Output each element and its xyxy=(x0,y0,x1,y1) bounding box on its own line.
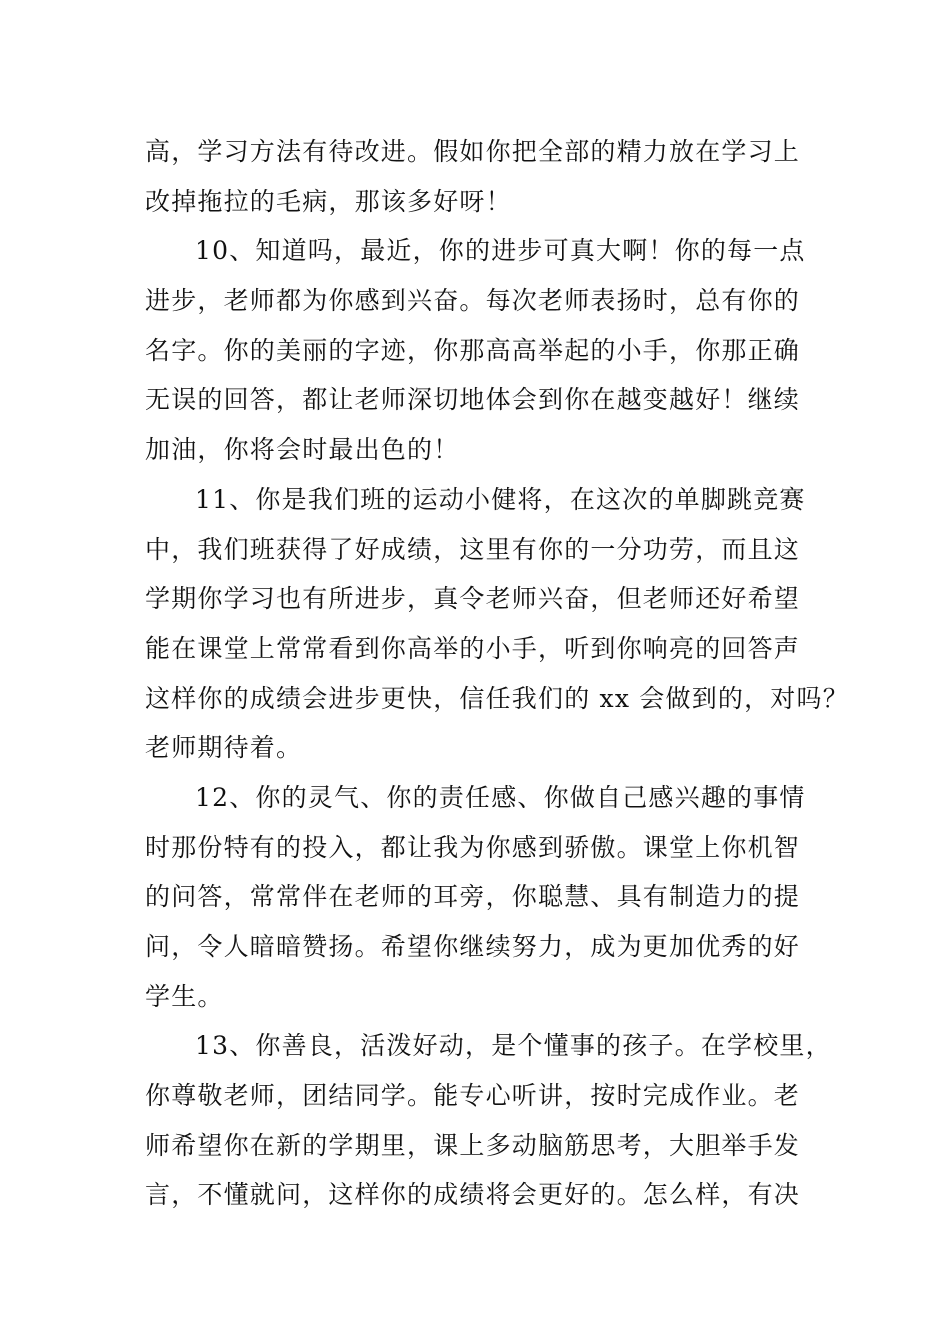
text-line: 无误的回答，都让老师深切地体会到你在越变越好！继续 xyxy=(145,385,801,415)
paragraph-start-10: 10、知道吗，最近，你的进步可真大啊！你的每一点 xyxy=(195,236,806,266)
text-line: 这样你的成绩会进步更快，信任我们的 xx 会做到的，对吗？ xyxy=(145,683,849,713)
text-line: 高，学习方法有待改进。假如你把全部的精力放在学习上 xyxy=(145,137,801,166)
text-line: 老师期待着。 xyxy=(145,733,303,763)
text-line: 师希望你在新的学期里，课上多动脑筋思考，大胆举手发 xyxy=(145,1130,801,1160)
paragraph-start-12: 12、你的灵气、你的责任感、你做自己感兴趣的事情 xyxy=(195,782,806,812)
text-line: 名字。你的美丽的字迹，你那高高举起的小手，你那正确 xyxy=(145,335,801,365)
text-line: 时那份特有的投入，都让我为你感到骄傲。课堂上你机智 xyxy=(145,832,801,862)
text-line: 你尊敬老师，团结同学。能专心听讲，按时完成作业。老 xyxy=(145,1081,801,1111)
text-line: 改掉拖拉的毛病，那该多好呀！ xyxy=(145,186,512,216)
text-line: 的问答，常常伴在老师的耳旁，你聪慧、具有制造力的提 xyxy=(145,882,801,912)
text-line: 言，不懂就问，这样你的成绩将会更好的。怎么样，有决 xyxy=(145,1180,801,1210)
document-body xyxy=(145,127,849,1220)
text-line: 学生。 xyxy=(145,981,224,1011)
text-line: 中，我们班获得了好成绩，这里有你的一分功劳，而且这 xyxy=(145,534,801,564)
text-line: 问，令人暗暗赞扬。希望你继续努力，成为更加优秀的好 xyxy=(145,932,801,961)
text-line: 学期你学习也有所进步，真令老师兴奋，但老师还好希望 xyxy=(145,584,801,614)
text-line: 能在课堂上常常看到你高举的小手，听到你响亮的回答声 xyxy=(145,633,801,663)
paragraph-start-11: 11、你是我们班的运动小健将，在这次的单脚跳竞赛 xyxy=(195,484,806,514)
text-line: 进步，老师都为你感到兴奋。每次老师表扬时，总有你的 xyxy=(145,286,801,316)
paragraph-start-13: 13、你善良，活泼好动，是个懂事的孩子。在学校里， xyxy=(195,1031,832,1061)
text-line: 加油，你将会时最出色的！ xyxy=(145,435,460,465)
